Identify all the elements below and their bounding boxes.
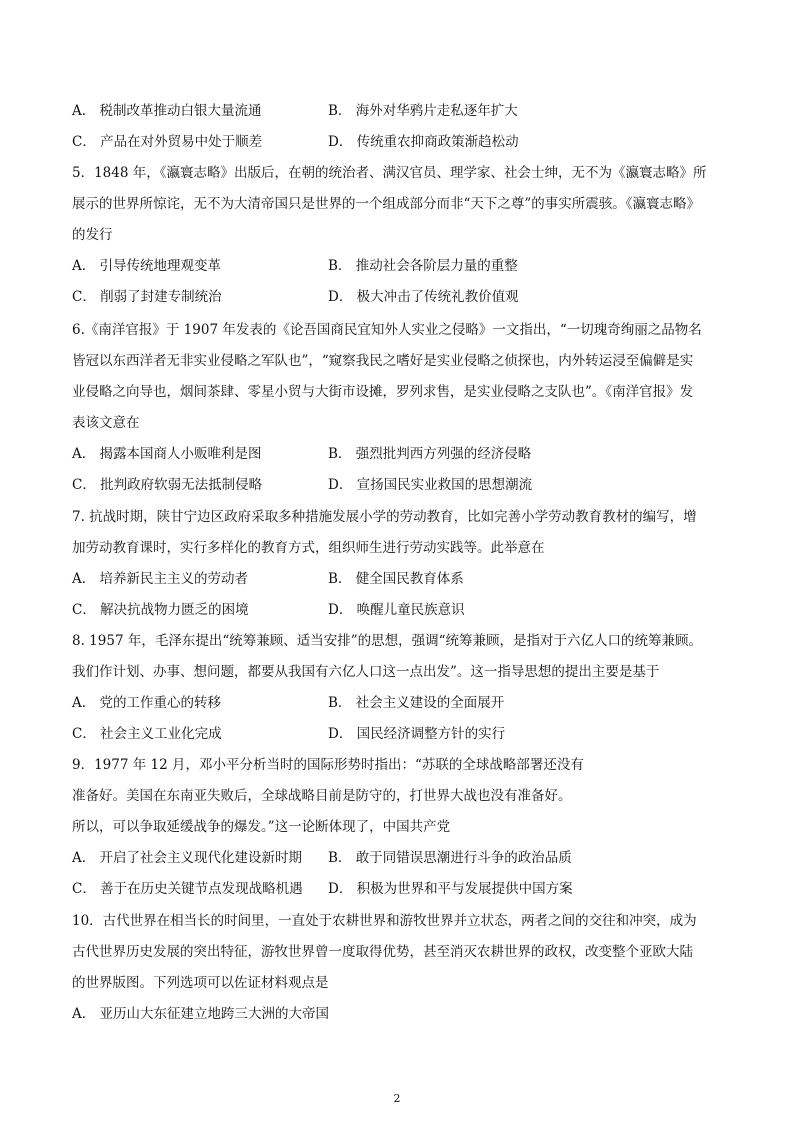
question-6-stem-line-3: 业侵略之向导也，烟间茶肆、零星小贸与大街市设摊，罗列求售，是实业侵略之支队也”。《南洋官报》发 [72, 384, 694, 400]
page-number: 2 [393, 1092, 401, 1105]
question-4-options [72, 96, 724, 158]
option-a: A． 培养新民主主义的劳动者 [72, 571, 249, 587]
option-c: C． 善于在历史关键节点发现战略机遇 [72, 881, 303, 897]
option-c: C． 解决抗战物力匮乏的困境 [72, 602, 249, 618]
question-7-stem-line-1: 7. 抗战时期，陕甘宁边区政府采取多种措施发展小学的劳动教育，比如完善小学劳动教育教材的编写，增 [72, 509, 697, 525]
option-c: C． 产品在对外贸易中处于顺差 [72, 134, 263, 150]
option-b: B． 社会主义建设的全面展开 [328, 695, 505, 711]
option-a: A． 亚历山大东征建立地跨三大洲的大帝国 [72, 1006, 330, 1022]
option-a: A． 揭露本国商人小贩唯利是图 [72, 446, 262, 462]
option-d: D． 宣扬国民实业救国的思想潮流 [328, 477, 533, 493]
question-5 [72, 158, 724, 313]
question-6 [72, 315, 724, 501]
question-9-stem-line-3: 所以，可以争取延缓战争的爆发。”这一论断体现了，中国共产党 [72, 819, 451, 835]
option-b: B． 敢于同错误思潮进行斗争的政治品质 [328, 850, 572, 866]
option-b: B． 健全国民教育体系 [328, 571, 464, 587]
question-10-stem-line-1: 10．古代世界在相当长的时间里，一直处于农耕世界和游牧世界并立状态，两者之间的交往和冲突，成为 [72, 913, 697, 929]
option-row [72, 439, 724, 470]
option-d: D． 传统重农抑商政策渐趋松动 [328, 134, 519, 150]
option-a: A． 开启了社会主义现代化建设新时期 [72, 850, 303, 866]
question-9-stem-line-2: 准备好。美国在东南亚失败后，全球战略目前是防守的，打世界大战也没有准备好。 [72, 788, 572, 804]
question-6-stem-line-2: 皆冠以东西洋者无非实业侵略之军队也”，“窥察我民之嗜好是实业侵略之侦探也，内外转运浸至偏僻是实 [72, 353, 694, 369]
question-10-stem-line-3: 的世界版图。下列选项可以佐证材料观点是 [72, 975, 329, 991]
option-a: A． 党的工作重心的转移 [72, 695, 222, 711]
option-row [72, 282, 724, 313]
option-row [72, 595, 724, 626]
option-row [72, 874, 724, 905]
question-10 [72, 906, 724, 1030]
option-c: C． 社会主义工业化完成 [72, 726, 222, 742]
option-b: B． 强烈批判西方列强的经济侵略 [328, 446, 532, 462]
option-row [72, 719, 724, 750]
option-b: B． 推动社会各阶层力量的重整 [328, 258, 518, 274]
option-b: B． 海外对华鸦片走私逐年扩大 [328, 103, 518, 119]
question-10-stem-line-2: 古代世界历史发展的突出特征，游牧世界曾一度取得优势，甚至消灭农耕世界的政权，改变整个亚欧大陆 [72, 944, 693, 960]
option-row [72, 470, 724, 501]
question-7 [72, 502, 724, 626]
option-c: C． 削弱了封建专制统治 [72, 289, 222, 305]
question-5-stem-line-3: 的发行 [72, 227, 113, 243]
question-5-stem-line-1: 5．1848 年，《瀛寰志略》出版后，在朝的统治者、满汉官员、理学家、社会士绅，无不为《瀛寰志略》所 [72, 165, 707, 181]
question-7-stem-line-2: 加劳动教育课时，实行多样化的教育方式，组织师生进行劳动实践等。此举意在 [72, 540, 545, 556]
option-c: C． 批判政府软弱无法抵制侵略 [72, 477, 263, 493]
question-5-stem-line-2: 展示的世界所惊诧，无不为大清帝国只是世界的一个组成部分而非“天下之尊”的事实所震骇。《瀛寰志略》 [72, 196, 701, 212]
option-a: A． 引导传统地理观变革 [72, 258, 222, 274]
question-9 [72, 750, 724, 905]
option-d: D． 国民经济调整方针的实行 [328, 726, 506, 742]
option-row [72, 251, 724, 282]
question-8 [72, 626, 724, 750]
option-d: D． 极大冲击了传统礼教价值观 [328, 289, 519, 305]
option-d: D． 唤醒儿童民族意识 [328, 602, 465, 618]
option-row [72, 688, 724, 719]
question-6-stem-line-4: 表该文意在 [72, 415, 140, 431]
option-row [72, 564, 724, 595]
question-6-stem-line-1: 6.《南洋官报》于 1907 年发表的《论吾国商民宜知外人实业之侵略》一文指出，“一切瑰奇绚丽之品物名 [72, 322, 702, 338]
option-d: D． 积极为世界和平与发展提供中国方案 [328, 881, 573, 897]
option-row [72, 843, 724, 874]
question-8-stem-line-1: 8. 1957 年，毛泽东提出“统筹兼顾、适当安排”的思想，强调“统筹兼顾，是指对于六亿人口的统筹兼顾。 [72, 633, 703, 649]
option-row [72, 127, 724, 158]
option-a: A． 税制改革推动白银大量流通 [72, 103, 262, 119]
option-row [72, 96, 724, 127]
question-8-stem-line-2: 我们作计划、办事、想问题，都要从我国有六亿人口这一点出发”。这一指导思想的提出主要是基于 [72, 664, 660, 680]
question-9-stem-line-1: 9．1977 年 12 月，邓小平分析当时的国际形势时指出：“苏联的全球战略部署还没有 [72, 757, 584, 773]
